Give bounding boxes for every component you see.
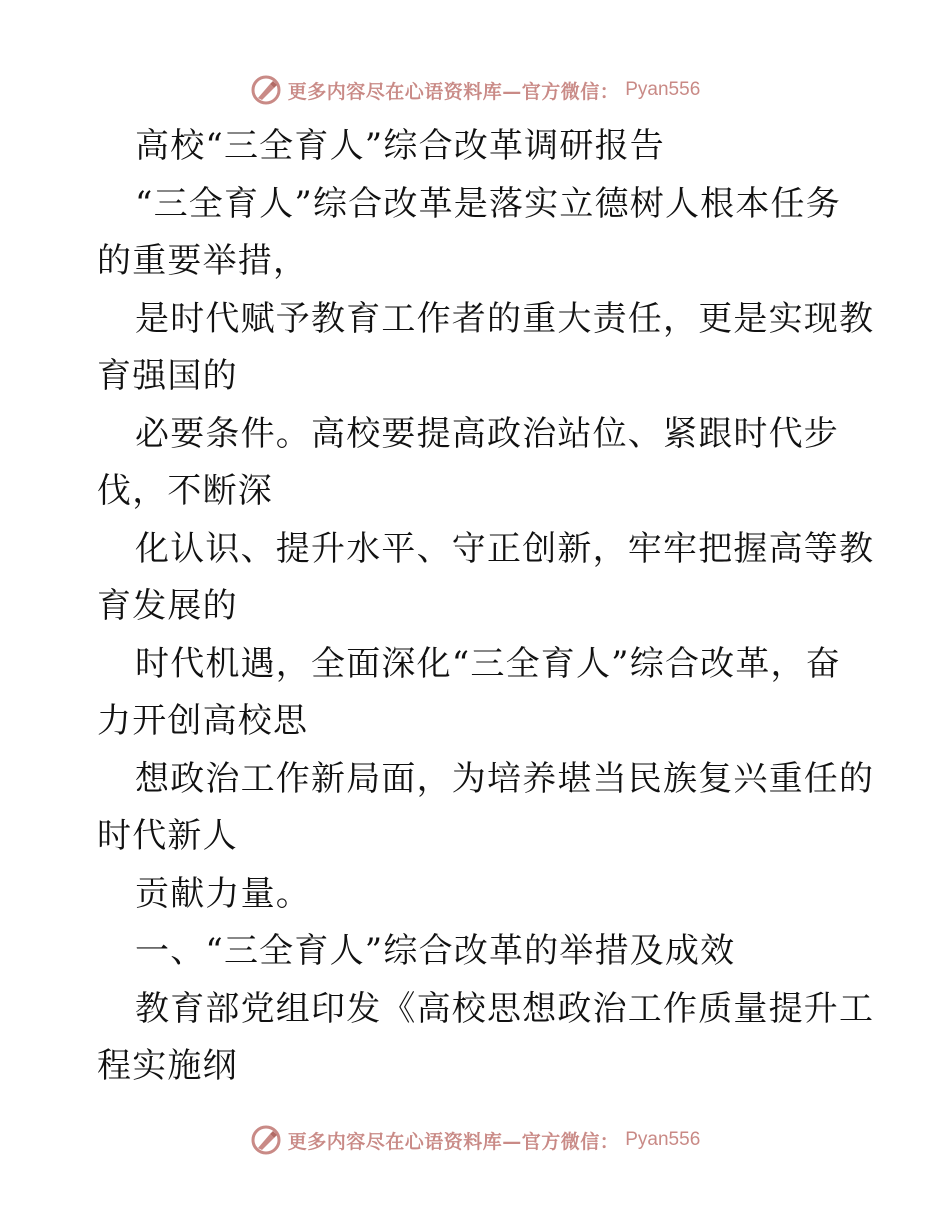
text-line: 贡献力量。 (135, 873, 311, 914)
text-line: 育强国的 (97, 356, 238, 396)
text-line: 程实施纲 (97, 1046, 238, 1086)
text-line: “三全育人”综合改革是落实立德树人根本任务 (135, 183, 841, 224)
text-line: 教育部党组印发《高校思想政治工作质量提升工 (135, 988, 875, 1029)
text-line: 育发展的 (97, 586, 238, 626)
watermark-header (0, 70, 950, 110)
text-line: 高校“三全育人”综合改革调研报告 (135, 126, 665, 166)
text-line: 化认识、提升水平、守正创新，牢牢把握高等教 (135, 528, 875, 569)
text-line: 想政治工作新局面，为培养堪当民族复兴重任的 (135, 758, 875, 799)
text-line: 必要条件。高校要提高政治站位、紧跟时代步 (135, 413, 839, 454)
text-line: 是时代赋予教育工作者的重大责任，更是实现教 (135, 298, 875, 339)
watermark-wechat-id: Pyan556 (625, 1129, 701, 1150)
watermark-text: 更多内容尽在心语资料库—官方微信： (287, 1130, 620, 1153)
text-line: 一、“三全育人”综合改革的举措及成效 (135, 931, 736, 971)
text-line: 时代新人 (97, 816, 238, 856)
text-line: 力开创高校思 (97, 701, 309, 741)
watermark-wechat-id: Pyan556 (625, 79, 701, 100)
document-body (97, 118, 875, 1096)
pen-logo-icon (250, 1124, 282, 1156)
watermark-text: 更多内容尽在心语资料库—官方微信： (287, 80, 620, 103)
text-line: 的重要举措， (97, 241, 309, 281)
pen-logo-icon (250, 74, 282, 106)
text-line: 时代机遇，全面深化“三全育人”综合改革，奋 (135, 643, 841, 684)
text-line: 伐，不断深 (97, 471, 273, 511)
watermark-footer (0, 1120, 950, 1160)
